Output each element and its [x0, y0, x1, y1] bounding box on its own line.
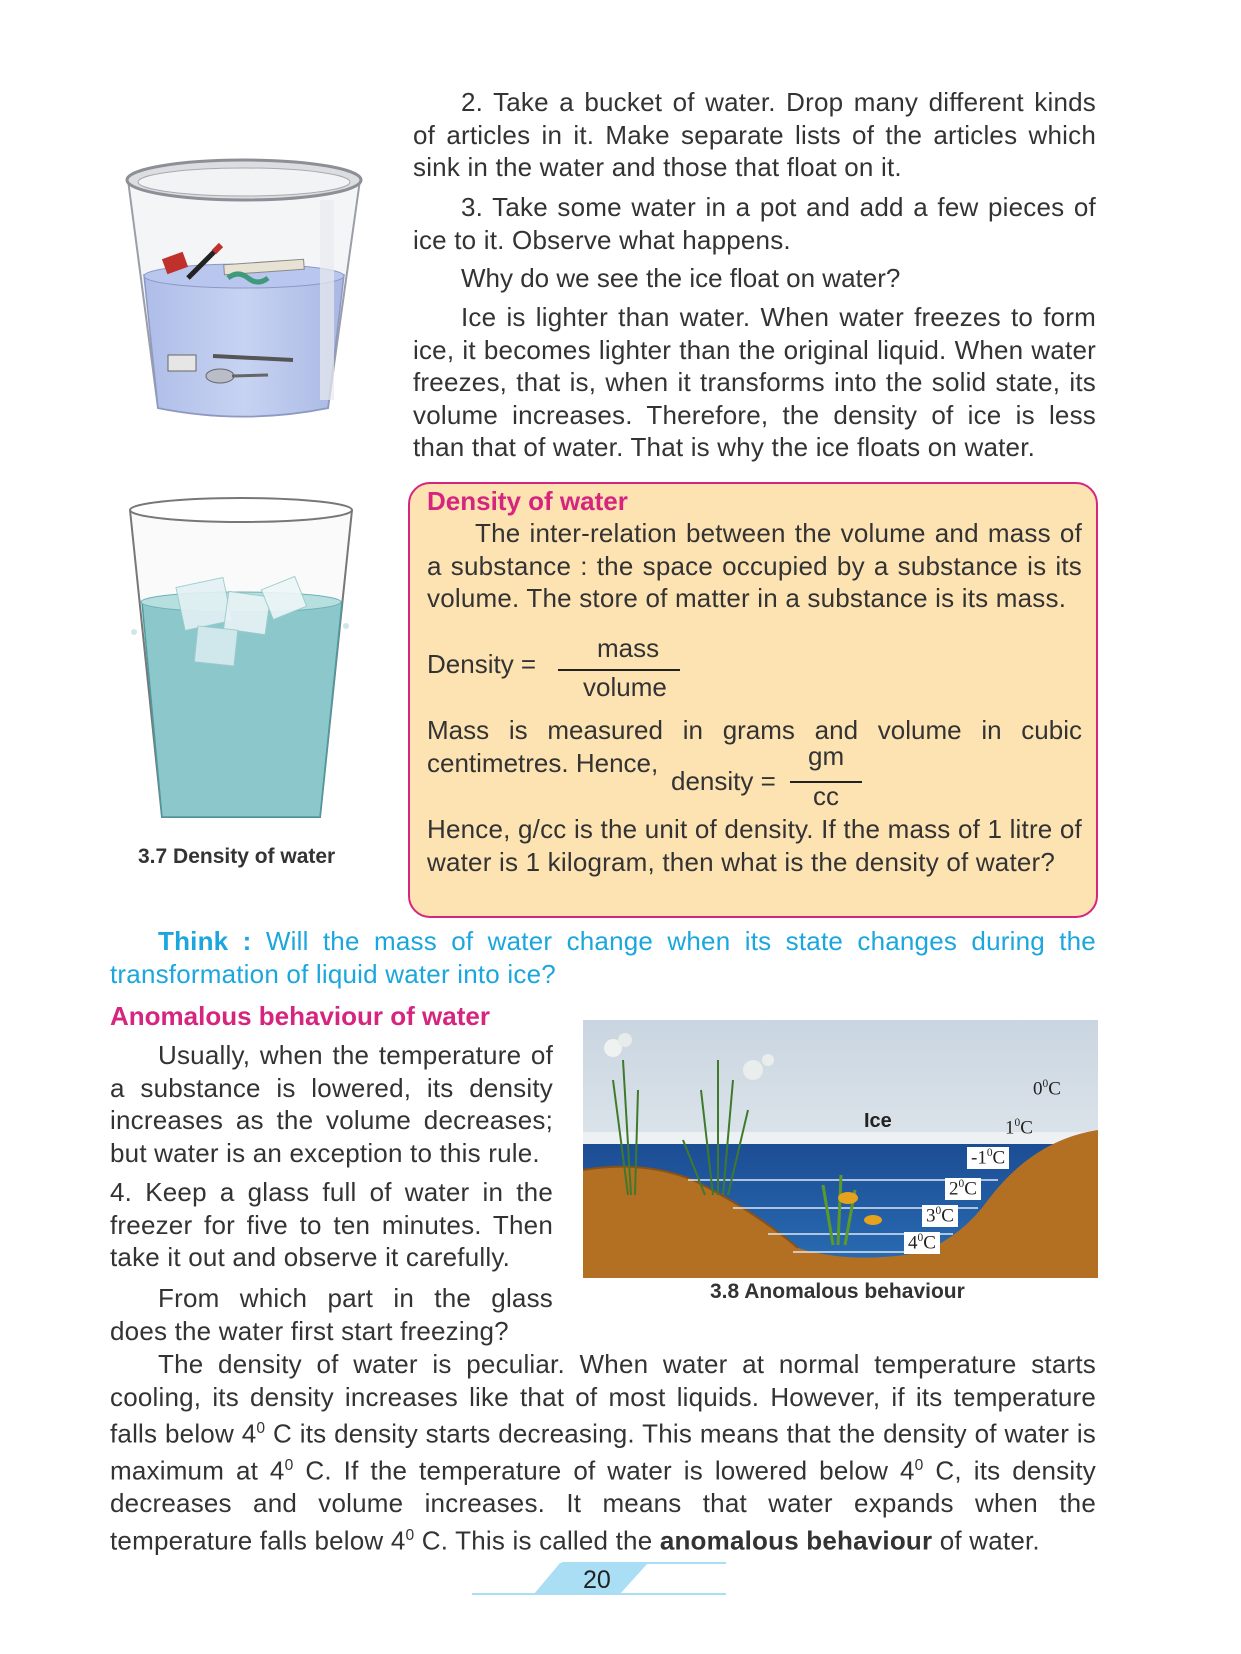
density-formula2-denominator: cc: [813, 781, 839, 811]
temp-label-2c: $2^0C$: [945, 1178, 981, 1200]
anomalous-heading: Anomalous behaviour of water: [110, 1001, 490, 1031]
density-formula2-label: density =: [671, 766, 776, 796]
page-number: 20: [583, 1566, 611, 1594]
density-formula2-numerator: gm: [808, 741, 845, 771]
temp-label-3c: $3^0C$: [922, 1205, 958, 1227]
think-paragraph: [110, 925, 1096, 990]
temp-label-1c: $1^0C$: [1005, 1117, 1033, 1139]
think-label: Think :: [158, 926, 252, 956]
ice-glass-illustration: [120, 492, 360, 822]
anomalous-paragraph-step-4: 4. Keep a glass full of water in the freezer for five to ten minutes. Then take it out and observe it carefully.: [110, 1177, 553, 1272]
density-box-intro: The inter-relation between the volume and mass of a substance : the space occupied by a substance is its volume. The store of matter in a substance is its mass.: [427, 518, 1082, 613]
temp-label-minus-1c: $-1^0C$: [967, 1147, 1009, 1169]
temp-label-4c: $4^0C$: [904, 1232, 940, 1254]
density-units-text: Mass is measured in grams and volume in cubic: [427, 715, 1082, 745]
temp-label-0c: $0^0C$: [1033, 1078, 1061, 1100]
final-paragraph: The density of water is peculiar. When water at normal temperature starts cooling, its density increases like that of most liquids. However, if its temperature falls below $4^0$ C its density starts decreasing. This means that the density of water is maximum at $4^0$ C. If the temperature of water is lowered below $4^0$ C, its density decreases and volume increases. It means that water expands when the temperature falls below $4^0$ C. This is called the anomalous behaviour of water.: [110, 1349, 1096, 1556]
paragraph-ice-explanation: Ice is lighter than water. When water freezes to form ice, it becomes lighter than the original liquid. When water freezes, that is, when it transforms into the solid state, its volume increases. Therefore, the density of ice is less than that of water. That is why the ice floats on water.: [413, 302, 1096, 462]
think-text: Will the mass of water change when its state changes during the transformation of liquid water into ice?: [110, 926, 1096, 989]
paragraph-step-3: 3. Take some water in a pot and add a few pieces of ice to it. Observe what happens.: [413, 192, 1096, 255]
figure-caption-3-8: 3.8 Anomalous behaviour: [710, 1280, 965, 1303]
density-box-title: Density of water: [427, 486, 628, 516]
density-units-text-2: centimetres. Hence,: [427, 748, 659, 778]
anomalous-paragraph-1: Usually, when the temperature of a substance is lowered, its density increases as the volume decreases; but water is an exception to this rule.: [110, 1040, 553, 1168]
question-ice-float: Why do we see the ice float on water?: [461, 263, 901, 293]
anomalous-behaviour-bold: anomalous behaviour: [659, 1525, 933, 1556]
density-formula-label: Density =: [427, 649, 537, 679]
density-formula-denominator: volume: [583, 672, 667, 702]
paragraph-step-2: 2. Take a bucket of water. Drop many different kinds of articles in it. Make separate lists of the articles which sink in the water and those that float on it.: [413, 87, 1096, 182]
density-formula-numerator: mass: [597, 633, 660, 663]
density-box-conclusion: Hence, g/cc is the unit of density. If the mass of 1 litre of water is 1 kilogram, then what is the density of water?: [427, 814, 1082, 877]
diagram-ice-label: Ice: [864, 1110, 892, 1132]
anomalous-behaviour-diagram: [583, 1020, 1098, 1278]
bucket-illustration: [118, 150, 368, 420]
anomalous-question: From which part in the glass does the water first start freezing?: [110, 1283, 553, 1346]
figure-caption-3-7: 3.7 Density of water: [138, 845, 336, 868]
